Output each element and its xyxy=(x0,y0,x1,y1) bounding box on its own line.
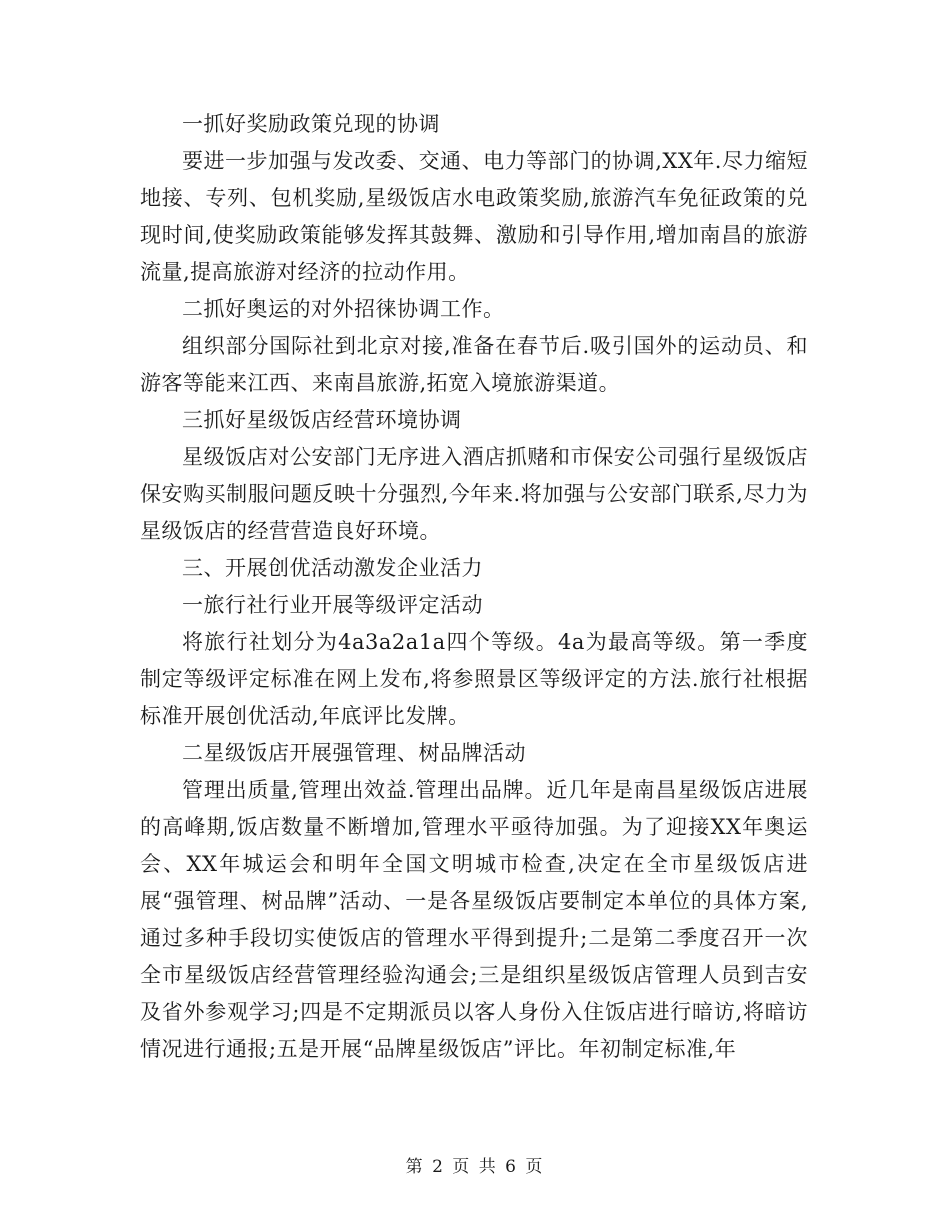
paragraph-reward-policy: 要进一步加强与发改委、交通、电力等部门的协调,XX年.尽力缩短地接、专列、包机奖励,星级饭店水电政策奖励,旅游汽车免征政策的兑现时间,使奖励政策能够发挥其鼓舞、激励和引导作用,增加南昌的旅游流量,提高旅游对经济的拉动作用。 xyxy=(140,149,808,284)
paragraph-heading-olympics: 二抓好奥运的对外招徕协调工作。 xyxy=(182,297,505,321)
section-heading-excellence: 三、开展创优活动激发企业活力 xyxy=(182,556,483,580)
paragraph-heading-hotel-brand: 二星级饭店开展强管理、树品牌活动 xyxy=(182,741,526,765)
paragraph-hotel-environment: 星级饭店对公安部门无序进入酒店抓赌和市保安公司强行星级饭店保安购买制服问题反映十分强烈,今年来.将加强与公安部门联系,尽力为星级饭店的经营营造良好环境。 xyxy=(140,445,808,543)
paragraph-olympics: 组织部分国际社到北京对接,准备在春节后.吸引国外的运动员、和游客等能来江西、来南昌旅游,拓宽入境旅游渠道。 xyxy=(140,334,808,395)
paragraph-heading-hotel-environment: 三抓好星级饭店经营环境协调 xyxy=(182,408,462,432)
paragraph-heading-reward-policy: 一抓好奖励政策兑现的协调 xyxy=(182,112,440,136)
paragraph-travel-agency: 将旅行社划分为4a3a2a1a四个等级。4a为最高等级。第一季度制定等级评定标准在网上发布,将参照景区等级评定的方法.旅行社根据标准开展创优活动,年底评比发牌。 xyxy=(140,630,808,728)
paragraph-hotel-brand: 管理出质量,管理出效益.管理出品牌。近几年是南昌星级饭店进展的高峰期,饭店数量不断增加,管理水平亟待加强。为了迎接XX年奥运会、XX年城运会和明年全国文明城市检查,决定在全市星级饭店进展“强管理、树品牌”活动、一是各星级饭店要制定本单位的具体方案,通过多种手段切实使饭店的管理水平得到提升;二是第二季度召开一次全市星级饭店经营管理经验沟通会;三是组织星级饭店管理人员到吉安及省外参观学习;四是不定期派员以客人身份入住饭店进行暗访,将暗访情况进行通报;五是开展“品牌星级饭店”评比。年初制定标准,年 xyxy=(140,778,808,1061)
document-body xyxy=(140,106,808,1068)
paragraph-heading-travel-agency: 一旅行社行业开展等级评定活动 xyxy=(182,593,483,617)
page-number-footer: 第 2 页 共 6 页 xyxy=(405,1157,545,1177)
